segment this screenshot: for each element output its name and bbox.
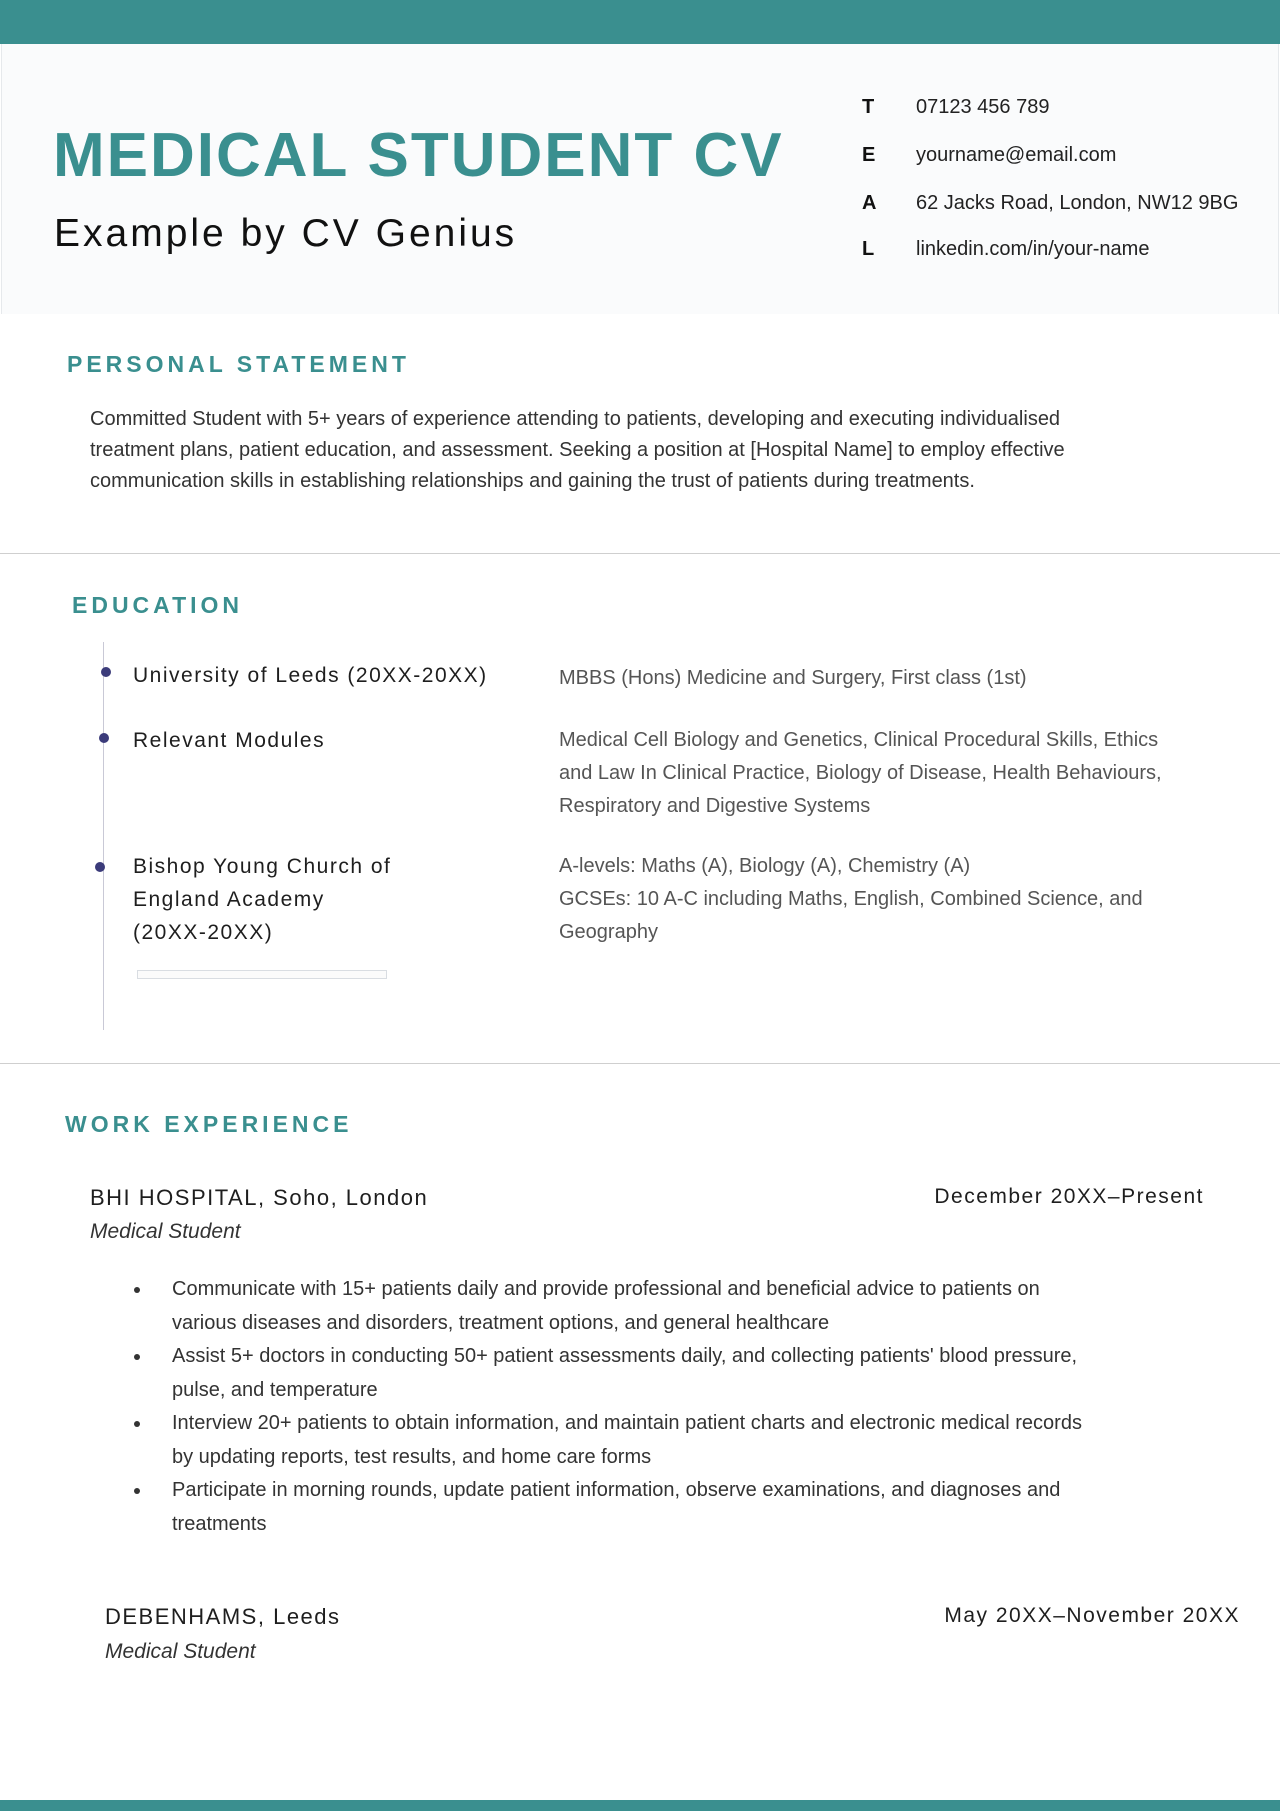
list-item: [133, 1340, 1233, 1407]
section-divider: [0, 1063, 1280, 1064]
section-divider: [0, 553, 1280, 554]
education-timeline: [103, 642, 104, 1030]
list-item: [133, 1474, 1233, 1541]
job-responsibilities: [133, 1273, 1233, 1541]
list-item-line: pulse, and temperature: [172, 1378, 378, 1401]
contact-address-value: 62 Jacks Road, London, NW12 9BG: [916, 191, 1239, 214]
education-detail: [559, 850, 1219, 949]
contact-linkedin-letter: L: [862, 237, 875, 260]
job-role: Medical Student: [90, 1220, 241, 1243]
education-detail-line: Medical Cell Biology and Genetics, Clinical Procedural Skills, Ethics: [559, 729, 1159, 751]
education-institution-line: University of Leeds (20XX-20XX): [133, 664, 488, 687]
cv-subtitle: Example by CV Genius: [54, 212, 518, 255]
statement-line: Committed Student with 5+ years of experience attending to patients, developing and executing individualised: [90, 408, 1061, 430]
education-detail-line: Respiratory and Digestive Systems: [559, 795, 871, 817]
education-institution: [133, 659, 533, 692]
timeline-dot: [101, 667, 111, 677]
list-item-line: Participate in morning rounds, update patient information, observe examinations, and diagnoses and: [172, 1479, 1061, 1501]
cv-title: MEDICAL STUDENT CV: [53, 121, 784, 190]
bullet-icon: [134, 1488, 140, 1494]
education-institution-line: England Academy: [133, 888, 325, 911]
education-detail: [559, 662, 1219, 695]
bottom-accent-bar: [0, 1800, 1280, 1811]
list-item-line: treatments: [172, 1512, 267, 1535]
contact-email-letter: E: [862, 143, 876, 166]
placeholder-bar: [137, 970, 387, 979]
contact-address: [862, 188, 1238, 218]
contact-phone-value: 07123 456 789: [916, 95, 1050, 118]
contact-address-letter: A: [862, 191, 877, 214]
education-modules-detail: [559, 724, 1219, 823]
job-employer: DEBENHAMS, Leeds: [105, 1604, 341, 1629]
education-institution: [133, 850, 533, 949]
timeline-dot: [99, 733, 109, 743]
contact-linkedin-value: linkedin.com/in/your-name: [916, 237, 1150, 260]
education-modules-line: Relevant Modules: [133, 729, 326, 752]
job-dates: May 20XX–November 20XX: [944, 1604, 1240, 1627]
timeline-dot: [95, 862, 105, 872]
education-detail-line: MBBS (Hons) Medicine and Surgery, First class (1st): [559, 667, 1027, 689]
work-experience-heading: WORK EXPERIENCE: [65, 1111, 353, 1137]
contact-email: [862, 140, 1116, 170]
job-dates: December 20XX–Present: [934, 1185, 1204, 1208]
top-accent-bar: [0, 0, 1280, 44]
list-item: [133, 1273, 1233, 1340]
contact-email-value: yourname@email.com: [916, 143, 1117, 166]
job-role: Medical Student: [105, 1640, 256, 1663]
contact-phone-letter: T: [862, 95, 875, 118]
statement-line: treatment plans, patient education, and assessment. Seeking a position at [Hospital Name] to employ effective: [90, 439, 1065, 461]
education-detail-line: Geography: [559, 921, 658, 943]
education-institution-line: (20XX-20XX): [133, 921, 274, 944]
bullet-icon: [134, 1421, 140, 1427]
personal-statement-text: [90, 404, 1210, 497]
job-employer: BHI HOSPITAL, Soho, London: [90, 1185, 429, 1210]
education-detail-line: A-levels: Maths (A), Biology (A), Chemistry (A): [559, 855, 971, 877]
list-item-line: Communicate with 15+ patients daily and provide professional and beneficial advice to patients on: [172, 1278, 1040, 1300]
education-institution-line: Bishop Young Church of: [133, 855, 392, 878]
bullet-icon: [134, 1354, 140, 1360]
contact-phone: [862, 92, 1049, 122]
education-modules-label: [133, 724, 533, 757]
education-heading: EDUCATION: [72, 592, 244, 618]
education-detail-line: and Law In Clinical Practice, Biology of Disease, Health Behaviours,: [559, 762, 1162, 784]
list-item-line: Interview 20+ patients to obtain information, and maintain patient charts and electronic medical records: [172, 1412, 1082, 1434]
list-item-line: various diseases and disorders, treatment options, and general healthcare: [172, 1311, 830, 1334]
list-item: [133, 1407, 1233, 1474]
education-detail-line: GCSEs: 10 A-C including Maths, English, Combined Science, and: [559, 888, 1143, 910]
contact-linkedin: [862, 234, 1149, 264]
list-item-line: by updating reports, test results, and home care forms: [172, 1445, 652, 1468]
statement-line: communication skills in establishing relationships and gaining the trust of patients during treatments.: [90, 470, 975, 492]
bullet-icon: [134, 1287, 140, 1293]
list-item-line: Assist 5+ doctors in conducting 50+ patient assessments daily, and collecting patients' blood pressure,: [172, 1345, 1078, 1367]
personal-statement-heading: PERSONAL STATEMENT: [67, 351, 410, 377]
